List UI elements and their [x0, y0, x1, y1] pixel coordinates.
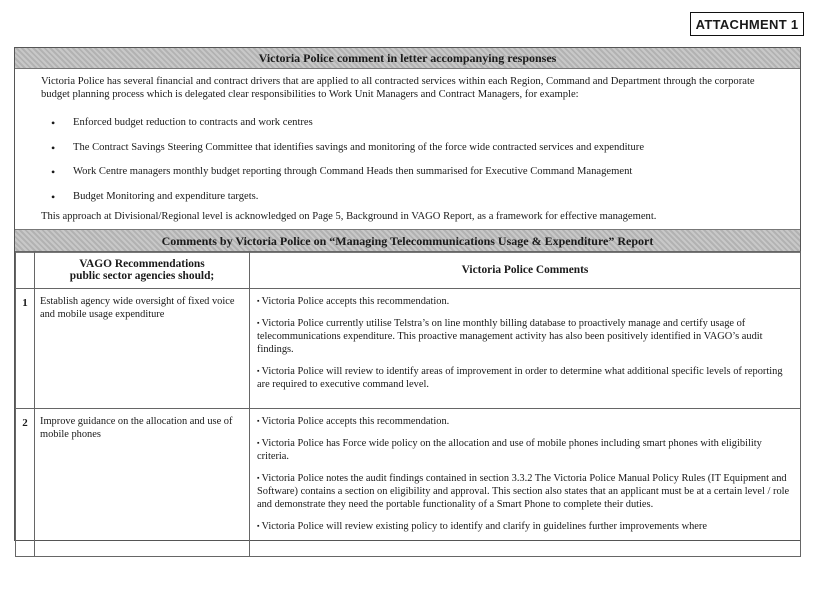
comment-item [257, 415, 792, 428]
comment-item [257, 365, 792, 391]
comment-item [257, 472, 792, 511]
comments-cell [250, 409, 801, 557]
attachment-label: ATTACHMENT 1 [690, 12, 804, 36]
section1-bullet-list [51, 117, 644, 215]
section1-approach: This approach at Divisional/Regional level is acknowledged on Page 5, Background in VAGO Report, as a framework for effective management. [41, 211, 657, 222]
square-bullet-icon: ▪ [257, 319, 260, 327]
comment-text: Victoria Police currently utilise Telstra’s on line monthly billing database to proactively manage and certify usage of telecommunications expenditure. This proactive management activity has also been positively identified in VAGO’s audit findings. [257, 318, 763, 355]
list-item: • Work Centre managers monthly budget reporting through Command Heads then summarised for Executive Command Management [51, 166, 644, 191]
recommendations-header-line2: public sector agencies should; [69, 270, 215, 282]
section2-heading: Comments by Victoria Police on “Managing Telecommunications Usage & Expenditure” Report [15, 229, 800, 253]
table-header-row [16, 252, 801, 289]
recommendation-text: Establish agency wide oversight of fixed voice and mobile usage expenditure [35, 289, 250, 409]
list-item: • Budget Monitoring and expenditure targets. [51, 191, 644, 216]
square-bullet-icon: ▪ [257, 367, 260, 375]
comment-text: Victoria Police has Force wide policy on the allocation and use of mobile phones including smart phones with eligibility criteria. [257, 438, 762, 462]
comments-header: Victoria Police Comments [250, 252, 801, 289]
comment-text: Victoria Police will review existing policy to identify and clarify in guidelines further improvements where [261, 521, 707, 532]
row-number: 1 [16, 289, 35, 409]
comment-text: Victoria Police notes the audit findings contained in section 3.3.2 The Victoria Police Manual Policy Rules (IT Equipment and Software) contains a section on eligibility and approval. This section also states that an applicant must be at a certain level / role and demonstrate they need the portable functionality of a Smart Phone to complete their duties. [257, 473, 790, 510]
square-bullet-icon: ▪ [257, 297, 260, 305]
comment-item [257, 317, 792, 356]
comment-text: Victoria Police accepts this recommendation. [261, 416, 450, 427]
number-header [16, 252, 35, 289]
section1-heading: Victoria Police comment in letter accompanying responses [15, 48, 800, 69]
table-row [16, 409, 801, 557]
list-item: • Enforced budget reduction to contracts and work centres [51, 117, 644, 142]
comment-item [257, 437, 792, 463]
square-bullet-icon: ▪ [257, 417, 260, 425]
table-row [16, 289, 801, 409]
recommendation-text: Improve guidance on the allocation and use of mobile phones [35, 409, 250, 557]
document-frame [14, 47, 801, 541]
square-bullet-icon: ▪ [257, 522, 260, 530]
square-bullet-icon: ▪ [257, 474, 260, 482]
comment-text: Victoria Police will review to identify areas of improvement in order to determine what additional specific levels of reporting are required to executive command level. [257, 366, 783, 390]
recommendations-header-line1: VAGO Recommendations [79, 258, 205, 270]
section1-intro: Victoria Police has several financial and contract drivers that are applied to all contracted services within each Region, Command and Department through the corporate budget planning process which is delegated clear responsibilities to Work Unit Managers and Contract Managers, for example: [41, 76, 755, 100]
recommendations-table [15, 251, 801, 557]
comment-item [257, 295, 792, 308]
list-item: • The Contract Savings Steering Committee that identifies savings and monitoring of the force wide contracted services and expenditure [51, 142, 644, 167]
comment-item [257, 520, 792, 533]
square-bullet-icon: ▪ [257, 439, 260, 447]
row-number: 2 [16, 409, 35, 557]
comments-cell [250, 289, 801, 409]
recommendations-header [35, 252, 250, 289]
comment-text: Victoria Police accepts this recommendation. [261, 296, 450, 307]
